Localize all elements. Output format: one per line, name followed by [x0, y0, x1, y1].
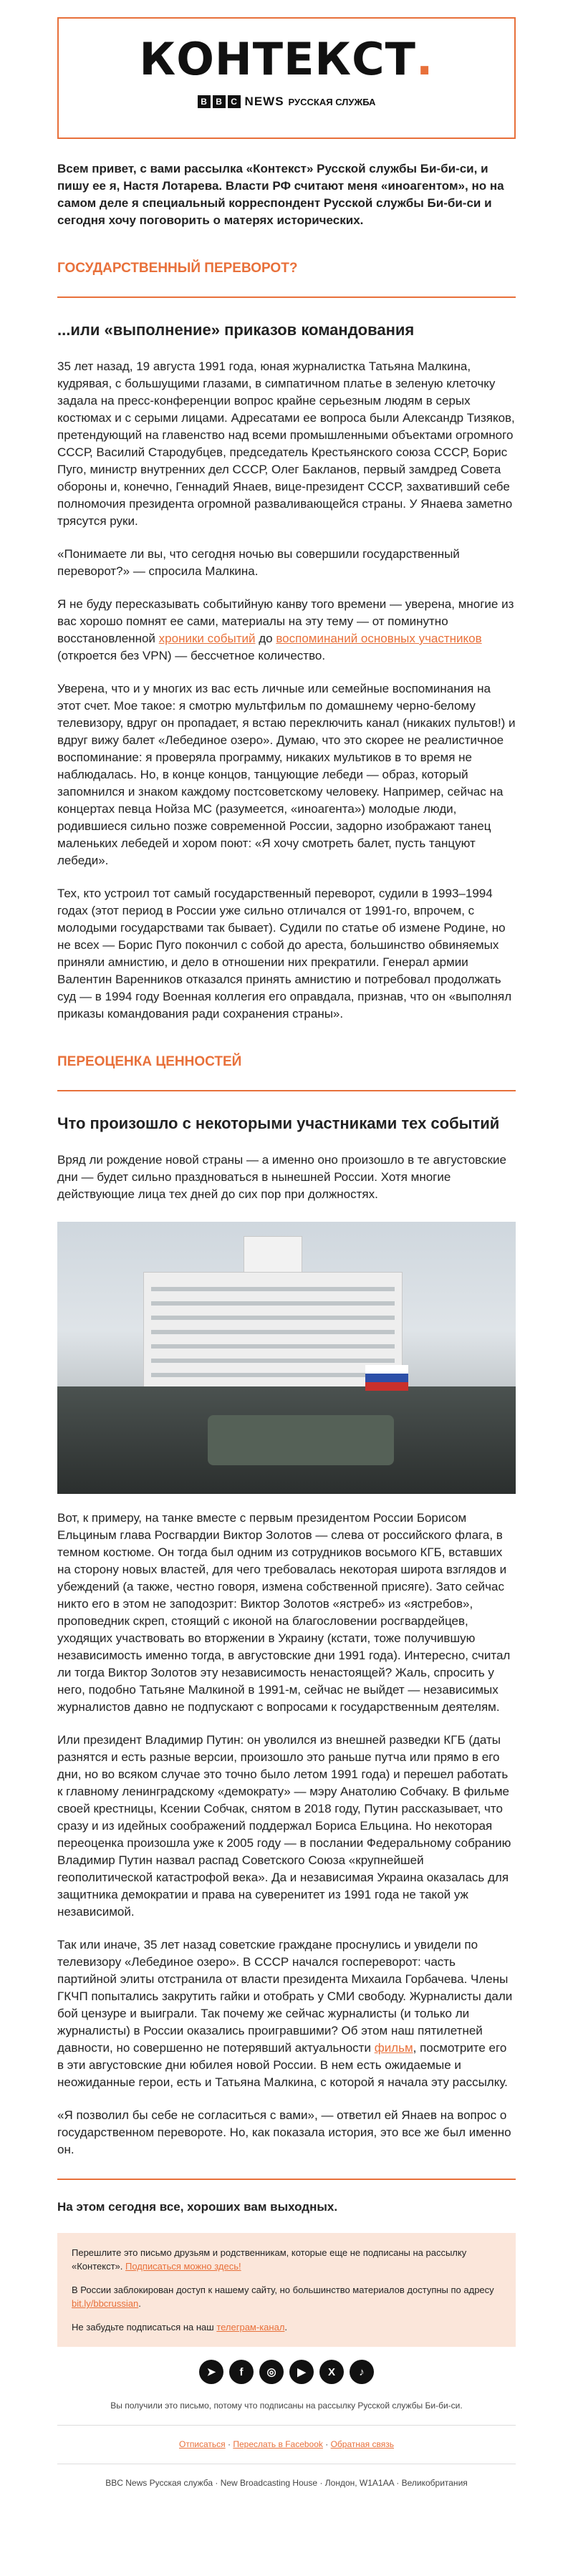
facebook-icon[interactable]: f: [229, 2360, 254, 2384]
bbc-block: C: [228, 95, 241, 108]
paragraph: [57, 596, 516, 665]
telegram-link[interactable]: телеграм-канал: [216, 2322, 285, 2333]
logo-text: КОНТЕКСТ: [139, 33, 416, 85]
x-icon[interactable]: X: [319, 2360, 344, 2384]
chronicle-link[interactable]: хроники событий: [158, 632, 256, 645]
youtube-icon[interactable]: ▶: [289, 2360, 314, 2384]
footer-note: Вы получили это письмо, потому что подписаны на рассылку Русской службы Би-би-си.: [110, 2401, 463, 2411]
feedback-link[interactable]: Обратная связь: [330, 2439, 394, 2449]
orange-divider: [57, 1090, 516, 1091]
text: .: [284, 2322, 288, 2333]
section-title-1: ГОСУДАРСТВЕННЫЙ ПЕРЕВОРОТ?: [57, 261, 298, 276]
paragraph: Вряд ли рождение новой страны — а именно оно произошло в те августовские дни — будет сильно праздноваться в нынешней России. Хотя многие действующие лица тех дней до сих пор при должностях.: [57, 1153, 506, 1201]
paragraph: Вот, к примеру, на танке вместе с первым президентом России Борисом Ельциным глава Росгвардии Виктор Золотов — слева от российского флага, в темном костюме. Он тогда был одним из сотрудников восьмого КГБ, вставших на сторону новых властей, для чего требовалась некоторая широта взглядов и убеждений (а также, честно говоря, измена собственной присяге). Зато сейчас никто его в этом не заподозрит: Виктор Золотов «ястреб» из «ястребов», проповедник скреп, стоящий с иконой на благословении росгвардейцев, уходящих участвовать во вторжении в Украину (кстати, тоже получившую независимость именно тогда, в августовские дни 1991 года). Интересно, считал ли тогда Виктор Золотов эту независимость ненастоящей? Жаль, спросить у него, подобно Татьяне Малкиной в 1991-м, сейчас не выйдет — независимых журналистов давно не подпускают с вопросами к государственным деятелям.: [57, 1511, 511, 1714]
paragraph: Тех, кто устроил тот самый государственный переворот, судили в 1993–1994 годах (этот период в России уже сильно отличался от 1991-го, впрочем, с молодыми государствами так бывает). Судили по статье об измене Родине, но не всех — Борис Пуго покончил с собой до ареста, большинство обвиняемых приняли амнистию, и дело в отношении них прекратили. Генерал армии Валентин Варенников отказался принять амнистию и потребовал продолжать суд — в 1994 году Военная коллегия его оправдала, признав, что он «выполнял приказы командования ради сохранения страны».: [57, 887, 512, 1021]
forward-note: [72, 2246, 501, 2273]
bbc-news-russian-logo: [59, 95, 514, 109]
bbc-blocks: [198, 95, 241, 108]
kontekst-logo: [59, 34, 514, 85]
paragraph: [57, 1936, 516, 2091]
social-icons: [57, 2360, 516, 2384]
telegram-note: [72, 2320, 501, 2334]
section-heading-1: ...или «выполнение» приказов командования: [57, 321, 415, 339]
vk-icon[interactable]: ♪: [350, 2360, 374, 2384]
paragraph: «Понимаете ли вы, что сегодня ночью вы совершили государственный переворот?» — спросила Малкина.: [57, 547, 460, 578]
text: Перешлите это письмо друзьям и родственникам, которые еще не подписаны на рассылку «Контекст».: [72, 2247, 467, 2272]
subscribe-link[interactable]: Подписаться можно здесь!: [125, 2261, 241, 2272]
service-label: РУССКАЯ СЛУЖБА: [288, 96, 376, 107]
closing-text: На этом сегодня все, хороших вам выходных.: [57, 2200, 338, 2214]
text: Так или иначе, 35 лет назад советские граждане проснулись и увидели по телевизору «Лебединое озеро». В СССР начался госпереворот: часть партийной элиты отстранила от власти президента Михаила Горбачева. Члены ГКЧП попытались закрутить гайки и отобрать у СМИ свободу. Журналисты дали бой цензуре и выиграли. Так почему же сейчас журналисты (и только ли журналисты) в России оказались проигравшими? Об этом наш пятилетней давности, но совершенно не потерявший актуальности: [57, 1938, 513, 2055]
tank: [208, 1415, 394, 1465]
newsletter-header: [57, 17, 516, 139]
paragraph: Или президент Владимир Путин: он уволился из внешней разведки КГБ (даты разнятся и есть разные версии, произошло это раньше путча или прямо в его дни, но во всяком случае это точно было летом 1991 года) и перешел работать к главному ленинградскому «демократу» — мэру Анатолию Собчаку. В фильме своей крестницы, Ксении Собчак, снятом в 2018 году, Путин рассказывает, что сразу и из идейных соображений поддержал Бориса Ельцина. Но некоторая переоценка произошла уже к 2005 году — в послании Федеральному собранию Владимир Путин назвал распад Советского Союза «крупнейшей геополитической катастрофой века». Да и независимая Украина оказалась для защитника демократии и права на суверенитет из 1991 года не такой уж независимой.: [57, 1733, 511, 1919]
text: Я не буду пересказывать событийную канву того времени — уверена, многие из вас хорошо помнят ее сами, материалы на эту тему — от поминутно восстановленной: [57, 597, 514, 645]
text: Не забудьте подписаться на наш: [72, 2322, 217, 2333]
paragraph: «Я позволил бы себе не согласиться с вами», — ответил ей Янаев на вопрос о государственном перевороте. Но, как показала история, это все же был именно он.: [57, 2108, 511, 2156]
logo-dot: .: [415, 33, 434, 85]
paragraph: 35 лет назад, 19 августа 1991 года, юная журналистка Татьяна Малкина, кудрявая, с большущими глазами, в симпатичном платье в зеленую клеточку задала на пресс-конференции вопрос крайне серьезным людям в серых костюмах и с серыми лицами. Адресатами ее вопроса были Александр Тизяков, претендующий на главенство над всеми промышленными объектами огромного СССР, Василий Стародубцев, председатель Крестьянского союза СССР, Борис Пуго, министр внутренних дел СССР, Олег Бакланов, первый замдред Совета обороны и, конечно, Геннадий Янаев, вице-президент СССР, захвативший себе полномочия президента огромной разваливающейся страны. У Янаева заметно трясутся руки.: [57, 360, 515, 528]
text: В России заблокирован доступ к нашему сайту, но большинство материалов доступны по адресу: [72, 2285, 494, 2295]
unsubscribe-link[interactable]: Отписаться: [178, 2439, 226, 2449]
instagram-icon[interactable]: ◎: [259, 2360, 284, 2384]
orange-divider: [57, 296, 516, 298]
yeltsin-tank-photo: [57, 1222, 516, 1494]
mirror-link[interactable]: bit.ly/bbcrussian: [72, 2298, 139, 2309]
share-facebook-link[interactable]: Переслать в Facebook: [233, 2439, 323, 2449]
footer-divider: [57, 2425, 516, 2426]
text: .: [138, 2298, 141, 2309]
footer-address: BBC News Русская служба · New Broadcasting House · Лондон, W1A1AA · Великобритания: [105, 2478, 468, 2488]
section-heading-2: Что произошло с некоторыми участниками тех событий: [57, 1114, 500, 1132]
text: , посмотрите его в эти августовские дни юбилея новой России. В нем есть ожидаемые и неожиданные герои, есть и Татьяна Малкина, с которой я начала эту рассылку.: [57, 2041, 508, 2089]
paragraph: Уверена, что и у многих из вас есть личные или семейные воспоминания на этот счет. Мое такое: я смотрю мультфильм по домашнему черно-белому телевизору, вдруг он пропадает, я встаю переключить канал (никаких пультов!) и вдруг вижу балет «Лебединое озеро». Думаю, что это скорее не реалистичное воспоминание: я проверяла программу, никаких мультиков в то время не наблюдалась. Но, в конце концов, танцующие лебеди — образ, который запомнился и знаком каждому постсоветскому человеку. Например, сейчас на концертах певца Нойза МС (разумеется, «иноагента») молодые люди, родившиеся сильно позже современной России, задорно изображают танец маленьких лебедей и хором поют: «Я хочу смотреть балет, пусть танцуют лебеди».: [57, 682, 516, 867]
text: (откроется без VPN) — бессчетное количество.: [57, 649, 326, 662]
info-box: [57, 2233, 516, 2347]
memoirs-link[interactable]: воспоминаний основных участников: [276, 632, 482, 645]
bbc-block: B: [198, 95, 211, 108]
separator: ·: [225, 2439, 233, 2449]
russian-flag: [365, 1365, 408, 1391]
mirror-note: [72, 2283, 501, 2310]
newsletter: [57, 17, 516, 2489]
news-label: NEWS: [244, 95, 284, 108]
text: до: [255, 632, 276, 645]
footer-links: [57, 2438, 516, 2451]
bbc-block: B: [213, 95, 226, 108]
film-link[interactable]: фильм: [374, 2041, 413, 2055]
telegram-icon[interactable]: ➤: [199, 2360, 223, 2384]
section-title-2: ПЕРЕОЦЕНКА ЦЕННОСТЕЙ: [57, 1054, 242, 1069]
intro-text: Всем привет, с вами рассылка «Контекст» Русской службы Би-би-си, и пишу ее я, Настя Лотарева. Власти РФ считают меня «иноагентом», но на самом деле я специальный корреспондент Русской службы Би-би-си и сегодня хочу поговорить о матерях исторических.: [57, 162, 504, 227]
orange-divider: [57, 2179, 516, 2180]
separator: ·: [322, 2439, 331, 2449]
